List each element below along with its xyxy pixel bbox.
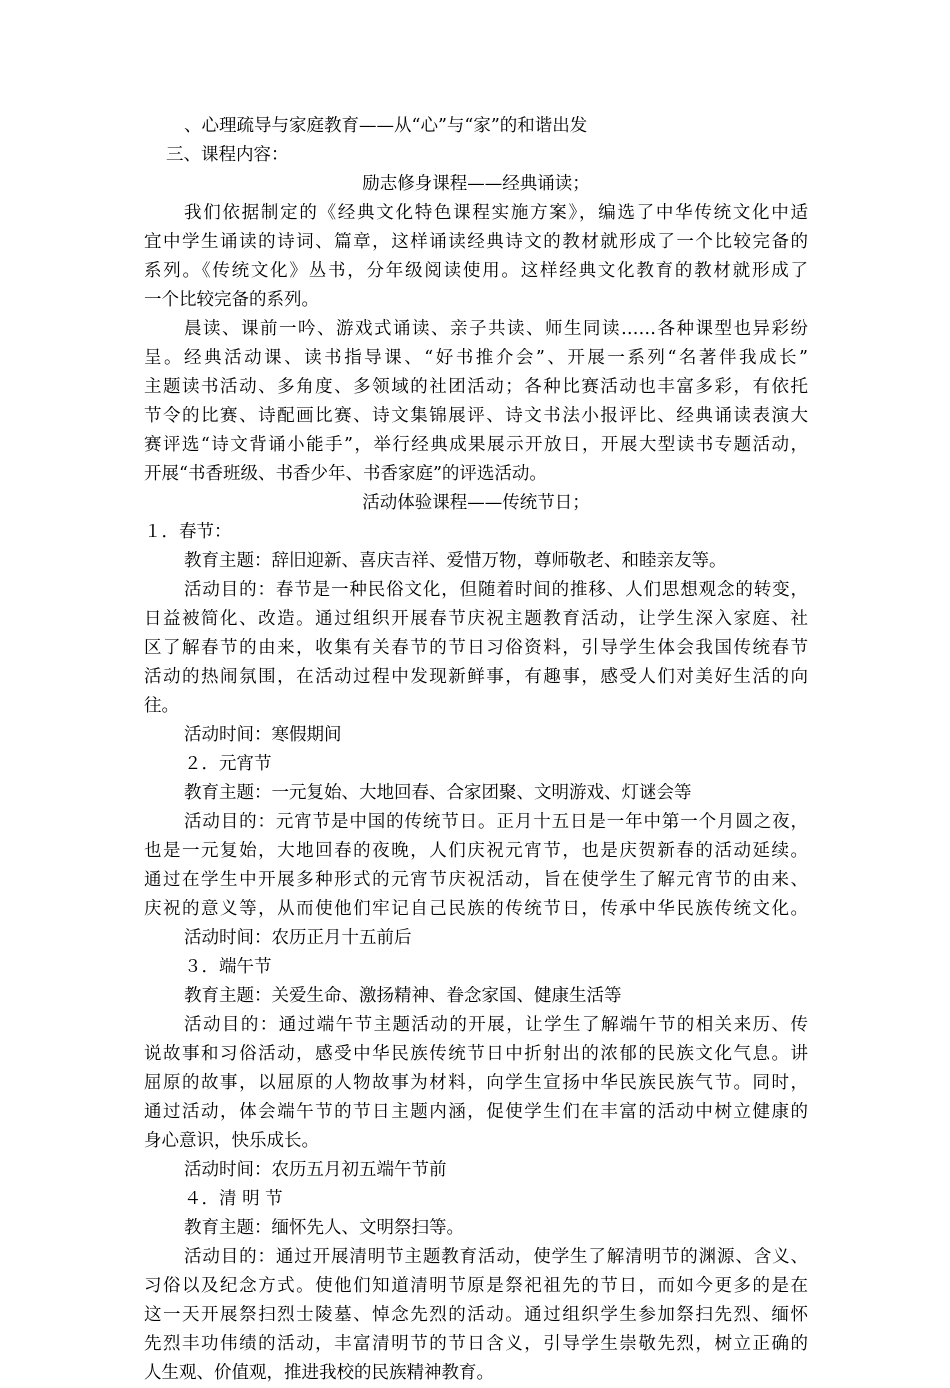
- text-line: 屈原的故事，以屈原的人物故事为材料，向学生宣扬中华民族民族气节。同时，: [144, 1073, 808, 1093]
- text-line: 宜中学生诵读的诗词、篇章，这样诵读经典诗文的教材就形成了一个比较完备的: [144, 232, 808, 252]
- text-line: 活动时间：农历五月初五端午节前: [184, 1160, 447, 1180]
- text-line: 区了解春节的由来，收集有关春节的节日习俗资料，引导学生体会我国传统春节: [144, 638, 808, 658]
- text-line: 往。: [144, 696, 179, 716]
- text-line: 活动时间：寒假期间: [184, 725, 342, 745]
- text-line: 活动目的：通过端午节主题活动的开展，让学生了解端午节的相关来历、传: [184, 1015, 808, 1035]
- text-line: ２．元宵节: [184, 754, 272, 774]
- text-line: 系列。《传统文化》丛书，分年级阅读使用。这样经典文化教育的教材就形成了: [144, 261, 808, 281]
- text-line: 习俗以及纪念方式。使他们知道清明节原是祭祀祖先的节日，而如今更多的是在: [144, 1276, 808, 1296]
- text-line: 教育主题：辞旧迎新、喜庆吉祥、爱惜万物，尊师敬老、和睦亲友等。: [184, 551, 727, 571]
- text-line: 主题读书活动、多角度、多领域的社团活动；各种比赛活动也丰富多彩，有依托: [144, 377, 808, 397]
- text-line: 活动目的：元宵节是中国的传统节日。正月十五日是一年中第一个月圆之夜，: [184, 812, 808, 832]
- text-line: 这一天开展祭扫烈士陵墓、悼念先烈的活动。通过组织学生参加祭扫先烈、缅怀: [144, 1305, 808, 1325]
- text-line: 教育主题：关爱生命、激扬精神、眷念家国、健康生活等: [184, 986, 622, 1006]
- text-line: ４．清 明 节: [184, 1189, 283, 1209]
- text-line: 也是一元复始，大地回春的夜晚，人们庆祝元宵节，也是庆贺新春的活动延续。: [144, 841, 808, 861]
- text-line: 赛评选“诗文背诵小能手”，举行经典成果展示开放日，开展大型读书专题活动，: [144, 435, 808, 455]
- text-line: 说故事和习俗活动，感受中华民族传统节日中折射出的浓郁的民族文化气息。讲: [144, 1044, 808, 1064]
- text-line: 人生观、价值观，推进我校的民族精神教育。: [144, 1363, 494, 1383]
- text-line: 我们依据制定的《经典文化特色课程实施方案》，编选了中华传统文化中适: [184, 203, 808, 223]
- text-line: 教育主题：一元复始、大地回春、合家团聚、文明游戏、灯谜会等: [184, 783, 692, 803]
- text-line: 三、课程内容：: [166, 145, 289, 165]
- text-line: 晨读、课前一吟、游戏式诵读、亲子共读、师生同读……各种课型也异彩纷: [184, 319, 808, 339]
- text-line: 活动体验课程——传统节日；: [362, 493, 590, 513]
- text-line: 开展“书香班级、书香少年、书香家庭”的评选活动。: [144, 464, 547, 484]
- text-line: 活动的热闹氛围，在活动过程中发现新鲜事，有趣事，感受人们对美好生活的向: [144, 667, 808, 687]
- text-line: ３．端午节: [184, 957, 272, 977]
- text-line: 日益被简化、改造。通过组织开展春节庆祝主题教育活动，让学生深入家庭、社: [144, 609, 808, 629]
- text-line: 教育主题：缅怀先人、文明祭扫等。: [184, 1218, 464, 1238]
- text-line: 通过活动，体会端午节的节日主题内涵，促使学生们在丰富的活动中树立健康的: [144, 1102, 808, 1122]
- text-line: 活动时间：农历正月十五前后: [184, 928, 412, 948]
- text-line: 先烈丰功伟绩的活动，丰富清明节的节日含义，引导学生崇敬先烈，树立正确的: [144, 1334, 808, 1354]
- text-line: 通过在学生中开展多种形式的元宵节庆祝活动，旨在使学生了解元宵节的由来、: [144, 870, 808, 890]
- text-line: 励志修身课程——经典诵读；: [362, 174, 590, 194]
- text-line: 活动目的：春节是一种民俗文化，但随着时间的推移、人们思想观念的转变，: [184, 580, 808, 600]
- text-line: １．春节：: [144, 522, 232, 542]
- text-line: 活动目的：通过开展清明节主题教育活动，使学生了解清明节的渊源、含义、: [184, 1247, 808, 1267]
- text-line: 呈。经典活动课、读书指导课、“好书推介会”、开展一系列“名著伴我成长”: [144, 348, 808, 368]
- document-body: [144, 112, 808, 1388]
- text-line: 身心意识，快乐成长。: [144, 1131, 319, 1151]
- text-line: 、心理疏导与家庭教育——从“心”与“家”的和谐出发: [184, 116, 588, 136]
- text-line: 庆祝的意义等，从而使他们牢记自己民族的传统节日，传承中华民族传统文化。: [144, 899, 808, 919]
- text-line: 节令的比赛、诗配画比赛、诗文集锦展评、诗文书法小报评比、经典诵读表演大: [144, 406, 808, 426]
- text-line: 一个比较完备的系列。: [144, 290, 319, 310]
